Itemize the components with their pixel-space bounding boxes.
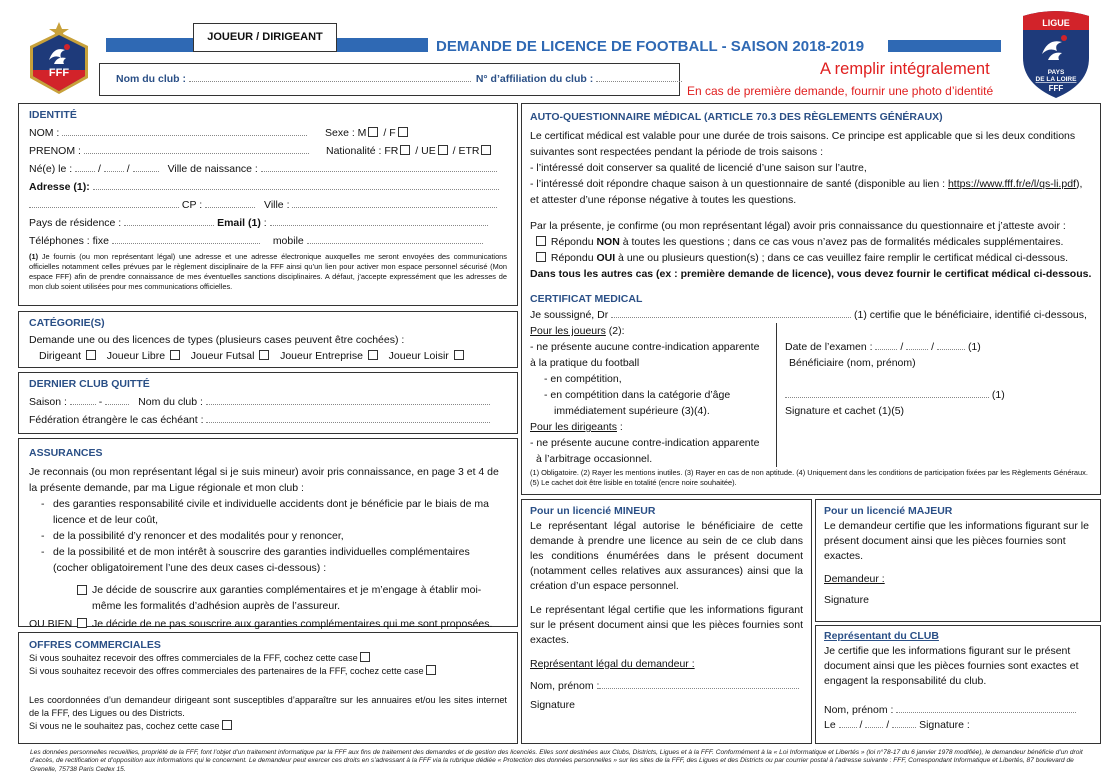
last-club-label: Nom du club : bbox=[138, 396, 203, 408]
mineur-nom-label: Nom, prénom : bbox=[530, 680, 600, 692]
non-text: Répondu bbox=[550, 236, 597, 248]
exam-month-field[interactable] bbox=[906, 341, 928, 350]
date-separator: / bbox=[126, 163, 130, 175]
exam-year-field[interactable] bbox=[937, 341, 965, 350]
refuser-checkbox[interactable] bbox=[77, 618, 87, 628]
nom-field[interactable] bbox=[62, 127, 307, 136]
cp-field[interactable] bbox=[205, 199, 255, 208]
categories-options bbox=[29, 348, 507, 364]
questionnaire-b2-text: ), et attester d’une réponse négative à toutes les questions. bbox=[530, 178, 1083, 206]
sexe-label: Sexe : M bbox=[325, 127, 367, 139]
non-emphasis: NON bbox=[596, 236, 620, 248]
offre-partenaires-label: Si vous souhaitez recevoir des offres commerciales des partenaires de la FFF, cochez cette case bbox=[29, 666, 424, 676]
annuaire-notice: Les coordonnées d’un demandeur dirigeant sont susceptibles d’apparaître sur les annuaires et/ou les sites internet de la FFF, des Ligues ou des Districts. bbox=[29, 695, 507, 718]
mineur-section bbox=[521, 499, 812, 744]
identite-section bbox=[18, 103, 518, 306]
ou-bien-label: OU BIEN bbox=[29, 618, 73, 630]
club-rep-nom-field[interactable] bbox=[896, 704, 1076, 713]
exam-date-ref: (1) bbox=[967, 341, 981, 353]
questionnaire-confirm: Par la présente, je confirme (ou mon représentant légal) avoir pris connaissance du questionnaire et j’atteste avoir : bbox=[530, 220, 1066, 232]
nationalite-etr-label: / ETR bbox=[452, 145, 480, 157]
souscrire-label: Je décide de souscrire aux garanties complémentaires et je m’engage à établir moi-même les formalités d’adhésion auprès de l’assureur. bbox=[92, 584, 482, 612]
cp-label: CP : bbox=[181, 199, 203, 211]
nom-label: NOM : bbox=[29, 127, 60, 139]
mineur-nom-field[interactable] bbox=[599, 680, 799, 689]
club-name-label: Nom du club : bbox=[116, 73, 186, 85]
questionnaire-title: AUTO-QUESTIONNAIRE MÉDICAL (ARTICLE 70.3 DES RÈGLEMENTS GÉNÉRAUX) bbox=[530, 111, 943, 123]
phone-fixe-label: Téléphones : fixe bbox=[29, 235, 109, 247]
saison-start-field[interactable] bbox=[70, 396, 96, 405]
form-title: DEMANDE DE LICENCE DE FOOTBALL - SAISON 2018-2019 bbox=[436, 38, 865, 55]
nationalite-ue-label: / UE bbox=[415, 145, 436, 157]
assurances-bullet: des garanties responsabilité civile et individuelle accidents dont je bénéficie par le biais de ma licence et de leur coût, bbox=[53, 498, 490, 526]
sexe-f-label: / F bbox=[383, 127, 396, 139]
joueur-condition: immédiatement supérieure (3)(4). bbox=[554, 405, 710, 417]
dernier-club-title: DERNIER CLUB QUITTÉ bbox=[29, 378, 150, 390]
certificat-title: CERTIFICAT MEDICAL bbox=[530, 293, 643, 305]
beneficiaire-ref: (1) bbox=[991, 389, 1005, 401]
ville-field[interactable] bbox=[292, 199, 497, 208]
club-rep-p1: Je certifie que les informations figurant sur le présent document ainsi que les pièces fournies sont exactes et engagent la responsabilité du club. bbox=[824, 645, 1079, 687]
representant-label: Représentant légal du demandeur : bbox=[530, 658, 695, 670]
category-checkbox[interactable] bbox=[259, 350, 269, 360]
birth-month-field[interactable] bbox=[104, 163, 124, 172]
annuaire-optout-label: Si vous ne le souhaitez pas, cochez cette case bbox=[29, 721, 220, 731]
exam-day-field[interactable] bbox=[875, 341, 897, 350]
oui-text: à une ou plusieurs question(s) ; dans ce cas veuillez faire remplir le certificat médical ci-dessous. bbox=[615, 252, 1069, 264]
certificat-footnote: (1) Obligatoire. (2) Rayer les mentions inutiles. (3) Rayer en cas de non aptitude. (4) Uniquement dans les conditions de participation fixées par les Règlements Généraux. (5) Le cachet doit être lisible en totalité (encre noire souhaitée). bbox=[530, 468, 1088, 487]
dirigeant-condition: à l’arbitrage occasionnel. bbox=[536, 453, 653, 465]
sexe-f-checkbox[interactable] bbox=[398, 127, 408, 137]
phone-fixe-field[interactable] bbox=[112, 235, 260, 244]
offre-fff-checkbox[interactable] bbox=[360, 652, 370, 662]
assurances-list: - des garanties responsabilité civile et individuelle accidents dont je bénéficie par le biais de ma licence et de leur coût, - de la possibilité d’y renoncer et des modalités pour y renoncer, - de la possibilité et de mon intérêt à souscrire des garanties individuelles complémentaires (cocher obligatoirement l’une des deux cases ci-dessous) : bbox=[29, 496, 507, 576]
majeur-p1: Le demandeur certifie que les informations figurant sur le présent document ainsi que les pièces fournies sont exactes. bbox=[824, 520, 1089, 562]
questionnaire-link[interactable]: https://www.fff.fr/e/l/qs-li.pdf bbox=[947, 178, 1076, 190]
fill-notice: A remplir intégralement bbox=[820, 60, 990, 78]
club-rep-section: Représentant du CLUB Je certifie que les informations figurant sur le présent document ainsi que les pièces fournies sont exactes et engagent la responsabilité du club. Nom, prénom : Le / / Signature : bbox=[815, 625, 1101, 744]
category-checkbox[interactable] bbox=[454, 350, 464, 360]
certificat-conditions bbox=[530, 323, 777, 467]
form-type-badge: JOUEUR / DIRIGEANT bbox=[193, 23, 337, 52]
beneficiaire-field[interactable] bbox=[785, 389, 989, 398]
birth-city-label: Ville de naissance : bbox=[167, 163, 258, 175]
non-text: à toutes les questions ; dans ce cas vous n’avez pas de formalités médicales supplémentaires. bbox=[619, 236, 1064, 248]
oui-emphasis: OUI bbox=[596, 252, 616, 264]
assurances-section bbox=[18, 438, 518, 630]
category-joueur-loisir[interactable] bbox=[389, 350, 466, 362]
majeur-signature[interactable]: Signature bbox=[824, 594, 869, 606]
address-line2-field[interactable] bbox=[29, 199, 179, 208]
svg-text:FFF: FFF bbox=[48, 67, 70, 79]
category-checkbox[interactable] bbox=[86, 350, 96, 360]
beneficiaire-label: Bénéficiaire (nom, prénom) bbox=[789, 357, 916, 369]
category-label: Dirigeant bbox=[39, 350, 82, 362]
offre-partenaires-checkbox[interactable] bbox=[426, 665, 436, 675]
club-rep-month-field[interactable] bbox=[865, 719, 883, 728]
category-label: Joueur Loisir bbox=[388, 350, 449, 362]
category-label: Joueur Futsal bbox=[190, 350, 255, 362]
note-marker: (1) bbox=[29, 252, 39, 261]
nationalite-ue-checkbox[interactable] bbox=[438, 145, 448, 155]
categories-title: CATÉGORIE(S) bbox=[29, 317, 105, 329]
joueur-condition: - en compétition dans la catégorie d’âge bbox=[544, 389, 731, 401]
email-field[interactable] bbox=[270, 217, 488, 226]
photo-notice: En cas de première demande, fournir une photo d’identité bbox=[687, 84, 994, 98]
non-checkbox[interactable] bbox=[536, 236, 546, 246]
address-field[interactable] bbox=[93, 181, 499, 190]
club-rep-day-field[interactable] bbox=[839, 719, 857, 728]
offre-fff-label: Si vous souhaitez recevoir des offres commerciales de la FFF, cochez cette case bbox=[29, 653, 358, 663]
joueur-condition: - en compétition, bbox=[544, 373, 622, 385]
category-dirigeant[interactable] bbox=[39, 350, 98, 362]
majeur-title: Pour un licencié MAJEUR bbox=[824, 505, 953, 517]
prenom-label: PRENOM : bbox=[29, 145, 81, 157]
club-name-field[interactable] bbox=[189, 73, 471, 82]
affiliation-field[interactable] bbox=[596, 73, 682, 82]
medical-section bbox=[521, 103, 1101, 495]
oui-checkbox[interactable] bbox=[536, 252, 546, 262]
club-rep-signature[interactable]: Signature : bbox=[919, 719, 970, 731]
exam-date-label: Date de l’examen : bbox=[785, 341, 873, 353]
birth-city-field[interactable] bbox=[261, 163, 497, 172]
club-rep-nom-label: Nom, prénom : bbox=[824, 704, 894, 716]
questionnaire-b2-text: - l’intéressé doit répondre chaque saison à un questionnaire de santé (disponible au lien : bbox=[530, 178, 948, 190]
assurances-option-refuser[interactable] bbox=[29, 616, 507, 632]
svg-text:DE LA LOIRE: DE LA LOIRE bbox=[1035, 76, 1077, 83]
offres-title: OFFRES COMMERCIALES bbox=[29, 639, 161, 651]
club-info-box bbox=[99, 63, 680, 96]
doctor-name-field[interactable] bbox=[611, 309, 851, 318]
souscrire-checkbox[interactable] bbox=[77, 585, 87, 595]
category-label: Joueur Entreprise bbox=[280, 350, 363, 362]
oui-text: Répondu bbox=[550, 252, 597, 264]
svg-text:PAYS: PAYS bbox=[1047, 69, 1065, 76]
category-joueur-libre[interactable] bbox=[107, 350, 182, 362]
category-joueur-futsal[interactable] bbox=[191, 350, 272, 362]
ligue-logo bbox=[1020, 8, 1092, 100]
annuaire-optout-checkbox[interactable] bbox=[222, 720, 232, 730]
saison-dash: - bbox=[98, 396, 103, 408]
svg-text:FFF: FFF bbox=[1048, 84, 1064, 93]
identite-note bbox=[29, 252, 507, 292]
saison-end-field[interactable] bbox=[105, 396, 129, 405]
mineur-p1: Le représentant légal autorise le bénéficiaire de cette demande à prendre une licence au sein de ce club dans les conditions énumérées dans le présent document (notamment celles relatives aux assurances) ainsi que la création d’un espace personnel. bbox=[530, 520, 803, 592]
questionnaire-other-cases: Dans tous les autres cas (ex : première demande de licence), vous devez fournir le certificat médical ci-dessous. bbox=[530, 268, 1092, 280]
soussigne-label: Je soussigné, Dr bbox=[530, 309, 609, 321]
email-label: Email (1) bbox=[217, 217, 261, 229]
joueurs-heading: Pour les joueurs bbox=[530, 325, 606, 337]
fff-crest-icon bbox=[24, 20, 94, 96]
club-rep-year-field[interactable] bbox=[892, 719, 916, 728]
federation-field[interactable] bbox=[206, 414, 490, 423]
certificat-details: Date de l’examen : / / (1) Bénéficiaire (nom, prénom) (1) Signature et cachet (1)(5) bbox=[777, 323, 1092, 467]
club-rep-title: Représentant du CLUB bbox=[824, 630, 939, 642]
assurances-bullet: de la possibilité et de mon intérêt à souscrire des garanties individuelles complémentaires (cocher obligatoirement l’une des deux cases ci-dessous) : bbox=[53, 546, 470, 574]
assurances-title: ASSURANCES bbox=[29, 447, 103, 459]
saison-label: Saison : bbox=[29, 396, 67, 408]
assurances-bullet: de la possibilité d’y renoncer et des modalités pour y renoncer, bbox=[53, 530, 344, 542]
joueurs-ref: (2): bbox=[605, 325, 625, 337]
questionnaire-b2 bbox=[530, 176, 1092, 208]
country-label: Pays de résidence : bbox=[29, 217, 122, 229]
date-separator: / bbox=[98, 163, 101, 175]
category-checkbox[interactable] bbox=[170, 350, 180, 360]
joueur-condition: - ne présente aucune contre-indication apparente bbox=[530, 341, 760, 353]
note-text: Je fournis (ou mon représentant légal) une adresse et une adresse électronique auxquelles me seront envoyées des communications officielles notamment celles prévues par le règlement disciplinaire de la FFF ainsi qu’un lien pour activer mon espace personnel sécurisé (Mon espace FFF) afin de prendre connaissance de mes éventuelles sanctions disciplinaires. A défaut, j’accepte expressément que les adresses de mon club soient utilisées pour mes communications officielles. bbox=[29, 252, 507, 291]
majeur-section bbox=[815, 499, 1101, 622]
dirigeants-ref: : bbox=[616, 421, 623, 433]
country-field[interactable] bbox=[124, 217, 214, 226]
prenom-field[interactable] bbox=[84, 145, 309, 154]
svg-text:LIGUE: LIGUE bbox=[1042, 18, 1070, 28]
nationalite-label: Nationalité : FR bbox=[326, 145, 399, 157]
ville-label: Ville : bbox=[264, 199, 290, 211]
nationalite-etr-checkbox[interactable] bbox=[481, 145, 491, 155]
joueur-condition: à la pratique du football bbox=[530, 357, 640, 369]
signature-cachet-label[interactable]: Signature et cachet (1)(5) bbox=[785, 405, 905, 417]
club-rep-date-label: Le bbox=[824, 719, 836, 731]
category-label: Joueur Libre bbox=[106, 350, 166, 362]
affiliation-label: N° d’affiliation du club : bbox=[475, 73, 594, 85]
certifie-text: (1) certifie que le bénéficiaire, identifié ci-dessous, bbox=[854, 309, 1087, 321]
mineur-signature[interactable]: Signature bbox=[530, 699, 575, 711]
mineur-p2: Le représentant légal certifie que les informations figurant sur le présent document ainsi que les pièces fournies sont exactes. bbox=[530, 604, 803, 646]
ligue-shield-icon bbox=[1020, 8, 1092, 100]
dirigeant-condition: - ne présente aucune contre-indication apparente bbox=[530, 437, 760, 449]
header-blue-bar-right bbox=[888, 40, 1001, 52]
category-checkbox[interactable] bbox=[368, 350, 378, 360]
last-club-field[interactable] bbox=[206, 396, 490, 405]
offres-section bbox=[18, 632, 518, 744]
fff-logo bbox=[24, 20, 94, 96]
questionnaire-option-non[interactable] bbox=[530, 234, 1092, 250]
mineur-title: Pour un licencié MINEUR bbox=[530, 505, 656, 517]
birthdate-label: Né(e) le : bbox=[29, 163, 73, 175]
categories-section bbox=[18, 311, 518, 368]
sexe-m-checkbox[interactable] bbox=[368, 127, 378, 137]
demandeur-label: Demandeur : bbox=[824, 573, 885, 585]
dernier-club-section bbox=[18, 372, 518, 434]
email-colon: : bbox=[263, 217, 267, 229]
privacy-footer: Les données personnelles recueillies, propriété de la FFF, font l’objet d’un traitement informatique par la FFF aux fins de traitement des demandes et de gestion des licenciés. Elles sont destinées aux Clubs, Districts, Ligues et à la FFF. Conformément à la « Loi Informatique et Libertés » (loi n°78-17 du 6 janvier 1978 modifiée), le demandeur bénéficie d’un droit d’accès, de rectification et d’opposition aux informations qui le concernent. Le demandeur peut exercer ces droits en s’adressant à la FFF via la rubrique dédiée « Protection des données personnelles » sur les sites de la FFF, des Ligues et des Districts ou par courrier postal à l’adresse suivante : FFF, Correspondant Informatique et Libertés, 87 boulevard de Grenelle, 75738 Paris Cedex 15. bbox=[30, 749, 1083, 773]
assurances-intro: Je reconnais (ou mon représentant légal si je suis mineur) avoir pris connaissance, en page 3 et 4 de la présente demande, par ma Ligue régionale et mon club : bbox=[29, 466, 499, 494]
birth-year-field[interactable] bbox=[133, 163, 159, 172]
address-label: Adresse (1): bbox=[29, 181, 90, 193]
assurances-option-souscrire[interactable] bbox=[29, 582, 507, 614]
identite-title: IDENTITÉ bbox=[29, 109, 77, 121]
questionnaire-p1: Le certificat médical est valable pour une durée de trois saisons. Ce principe est applicable que si les deux conditions suivantes sont respectées pendant la période de trois saisons : bbox=[530, 130, 1076, 158]
questionnaire-option-oui[interactable] bbox=[530, 250, 1092, 266]
birth-day-field[interactable] bbox=[75, 163, 95, 172]
refuser-label: Je décide de ne pas souscrire aux garanties complémentaires qui me sont proposées. bbox=[92, 618, 493, 630]
dirigeants-heading: Pour les dirigeants bbox=[530, 421, 617, 433]
phone-mobile-label: mobile bbox=[272, 235, 304, 247]
categories-intro: Demande une ou des licences de types (plusieurs cases peuvent être cochées) : bbox=[29, 334, 405, 346]
federation-label: Fédération étrangère le cas échéant : bbox=[29, 414, 204, 426]
category-joueur-entreprise[interactable] bbox=[280, 350, 380, 362]
questionnaire-b1: - l’intéressé doit conserver sa qualité de licencié d’une saison sur l’autre, bbox=[530, 162, 867, 174]
phone-mobile-field[interactable] bbox=[307, 235, 483, 244]
nationalite-fr-checkbox[interactable] bbox=[400, 145, 410, 155]
